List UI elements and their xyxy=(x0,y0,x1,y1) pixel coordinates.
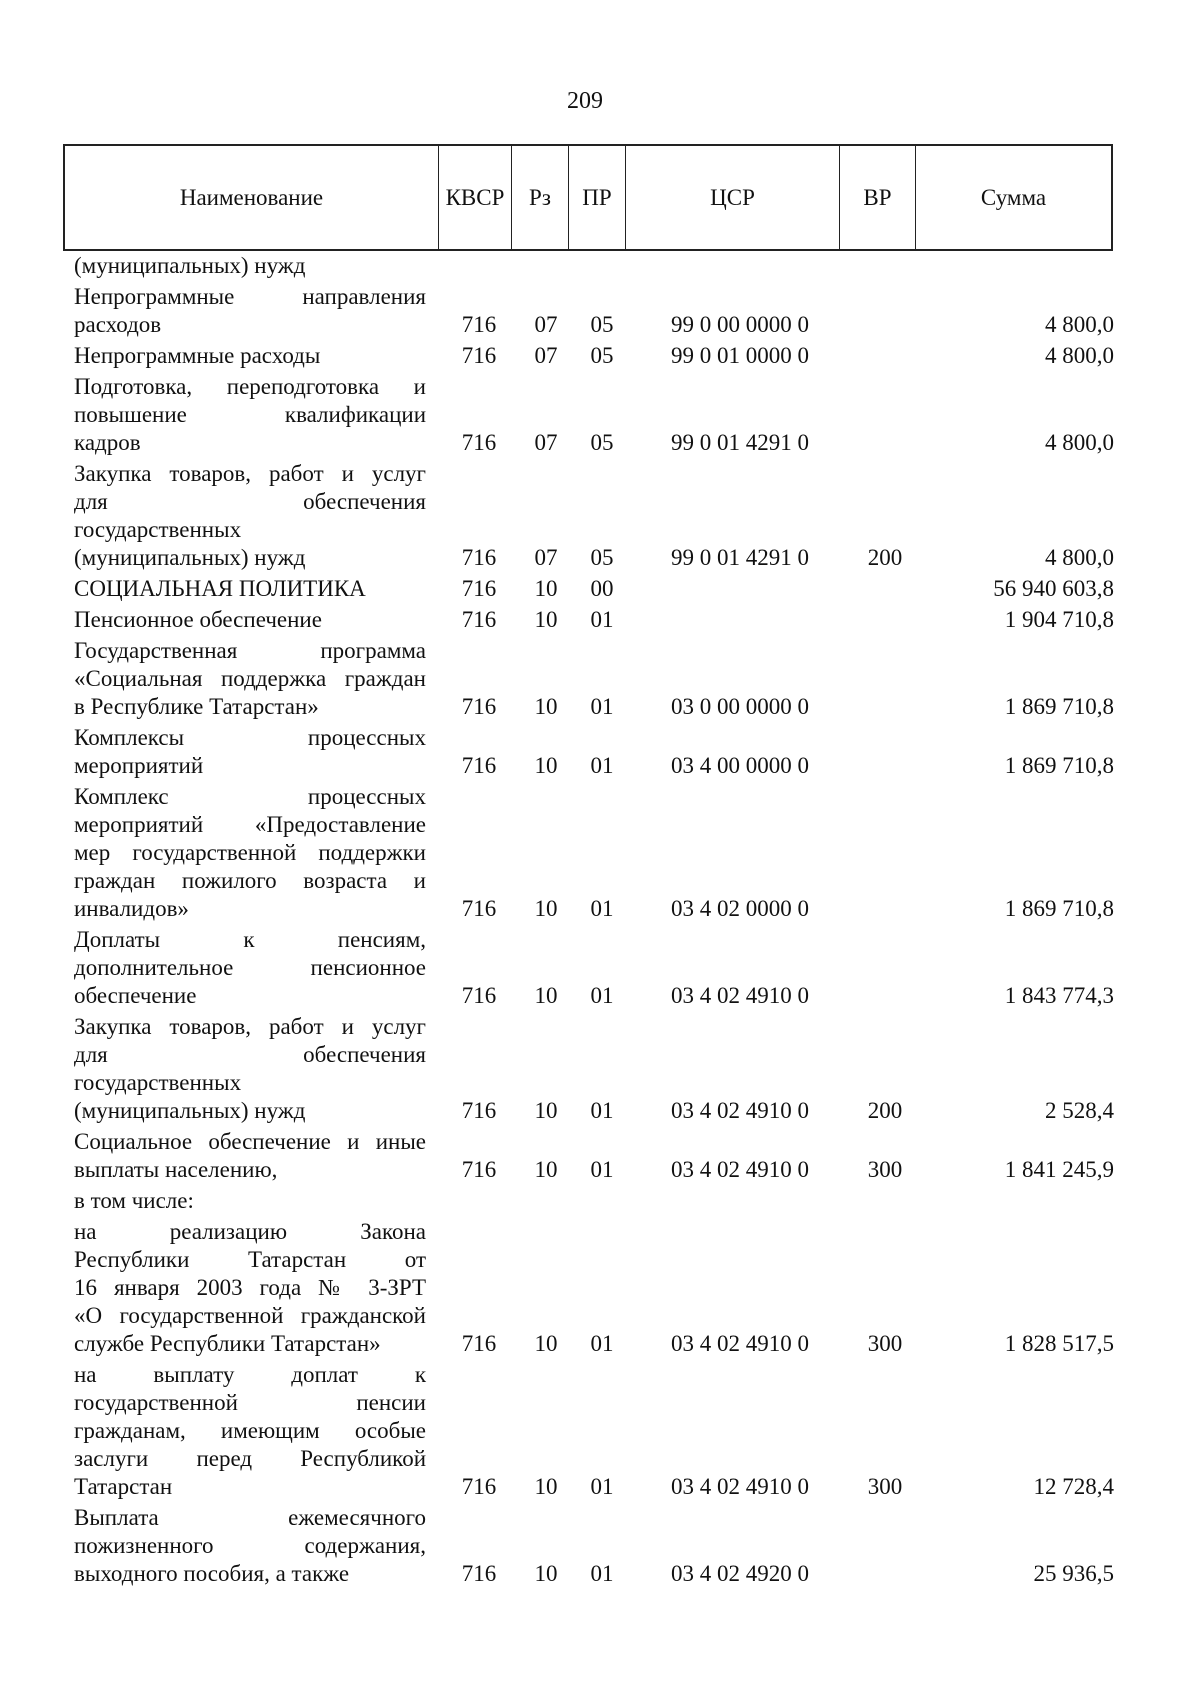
row-rz: 10 xyxy=(534,1157,558,1182)
row-name-line: Комплекс процессных xyxy=(74,784,426,809)
row-kvsr: 716 xyxy=(461,607,497,632)
row-name-line: гражданам, имеющим особые xyxy=(74,1418,426,1443)
row-rz: 07 xyxy=(534,430,558,455)
row-pr: 01 xyxy=(590,1561,614,1586)
row-sum: 4 800,0 xyxy=(1045,343,1114,368)
row-csr: 03 4 02 4910 0 xyxy=(671,1098,809,1123)
table-row xyxy=(74,637,1114,724)
row-name-line: выходного пособия, а также xyxy=(74,1561,350,1586)
row-vr: 300 xyxy=(867,1331,903,1356)
header-vr: ВР xyxy=(840,146,916,249)
row-name xyxy=(74,252,426,280)
row-name xyxy=(74,783,426,923)
row-name-line: обеспечение xyxy=(74,983,197,1008)
row-csr: 03 4 02 4910 0 xyxy=(671,1331,809,1356)
row-pr: 01 xyxy=(590,1157,614,1182)
row-name-line: (муниципальных) нужд xyxy=(74,1098,306,1123)
table-row xyxy=(74,1361,1114,1504)
header-name: Наименование xyxy=(65,146,439,249)
row-name-line: в том числе: xyxy=(74,1188,194,1213)
row-name xyxy=(74,1128,426,1184)
row-rz: 10 xyxy=(534,576,558,601)
table-row xyxy=(74,1013,1114,1128)
row-csr: 99 0 01 4291 0 xyxy=(671,430,809,455)
row-csr: 03 4 02 0000 0 xyxy=(671,896,809,921)
row-sum: 1 843 774,3 xyxy=(1004,983,1114,1008)
row-name-line: Закупка товаров, работ и услуг xyxy=(74,1014,426,1039)
row-name-line: Закупка товаров, работ и услуг xyxy=(74,461,426,486)
row-csr: 03 4 02 4910 0 xyxy=(671,983,809,1008)
row-pr: 01 xyxy=(590,1331,614,1356)
page-number: 209 xyxy=(567,88,603,114)
table-row xyxy=(74,1504,1114,1591)
row-name xyxy=(74,1504,426,1588)
row-vr: 200 xyxy=(867,1098,903,1123)
row-name-line: заслуги перед Республикой xyxy=(74,1446,426,1471)
row-sum: 1 869 710,8 xyxy=(1004,753,1114,778)
row-name-line: мер государственной поддержки xyxy=(74,840,426,865)
row-kvsr: 716 xyxy=(461,545,497,570)
row-kvsr: 716 xyxy=(461,694,497,719)
row-rz: 10 xyxy=(534,1474,558,1499)
header-rz: Рз xyxy=(512,146,569,249)
row-rz: 10 xyxy=(534,694,558,719)
row-vr: 200 xyxy=(867,545,903,570)
row-name-line: для обеспечения xyxy=(74,489,426,514)
row-name xyxy=(74,1013,426,1125)
row-name-line: кадров xyxy=(74,430,141,455)
row-pr: 01 xyxy=(590,1474,614,1499)
row-name-line: Непрограммные направления xyxy=(74,284,426,309)
header-csr: ЦСР xyxy=(626,146,840,249)
row-csr: 99 0 01 0000 0 xyxy=(671,343,809,368)
row-kvsr: 716 xyxy=(461,343,497,368)
row-name xyxy=(74,283,426,339)
row-rz: 10 xyxy=(534,983,558,1008)
row-name-line: Государственная программа xyxy=(74,638,426,663)
row-name-line: на реализацию Закона xyxy=(74,1219,426,1244)
row-name-line: на выплату доплат к xyxy=(74,1362,426,1387)
row-name-line: повышение квалификации xyxy=(74,402,426,427)
row-name-line: дополнительное пенсионное xyxy=(74,955,426,980)
row-csr: 99 0 00 0000 0 xyxy=(671,312,809,337)
row-pr: 01 xyxy=(590,1098,614,1123)
row-name-line: Пенсионное обеспечение xyxy=(74,607,322,632)
row-name-line: мероприятий xyxy=(74,753,204,778)
table-row xyxy=(74,283,1114,342)
row-rz: 10 xyxy=(534,896,558,921)
row-kvsr: 716 xyxy=(461,1157,497,1182)
row-pr: 05 xyxy=(590,343,614,368)
row-kvsr: 716 xyxy=(461,753,497,778)
row-name-line: пожизненного содержания, xyxy=(74,1533,426,1558)
table-row xyxy=(74,724,1114,783)
row-name-line: 16 января 2003 года № 3-ЗРТ xyxy=(74,1275,426,1300)
row-sum: 1 869 710,8 xyxy=(1004,694,1114,719)
table-row xyxy=(74,460,1114,575)
row-sum: 4 800,0 xyxy=(1045,430,1114,455)
row-name-line: «Социальная поддержка граждан xyxy=(74,666,426,691)
row-sum: 25 936,5 xyxy=(1033,1561,1114,1586)
row-rz: 07 xyxy=(534,312,558,337)
header-sum: Сумма xyxy=(980,184,1047,210)
row-pr: 01 xyxy=(590,896,614,921)
table-row xyxy=(74,342,1114,373)
row-name-line: выплаты населению, xyxy=(74,1157,278,1182)
row-kvsr: 716 xyxy=(461,312,497,337)
table-row xyxy=(74,606,1114,637)
table-body xyxy=(74,252,1114,1591)
row-kvsr: 716 xyxy=(461,1474,497,1499)
row-name-line: Выплата ежемесячного xyxy=(74,1505,426,1530)
row-name xyxy=(74,460,426,572)
header-pr: ПР xyxy=(569,146,626,249)
row-kvsr: 716 xyxy=(461,430,497,455)
row-name xyxy=(74,606,426,634)
row-name-line: службе Республики Татарстан» xyxy=(74,1331,381,1356)
row-pr: 01 xyxy=(590,983,614,1008)
row-pr: 01 xyxy=(590,694,614,719)
row-name xyxy=(74,1187,426,1215)
table-row xyxy=(74,1128,1114,1187)
table-row xyxy=(74,1218,1114,1361)
table-row xyxy=(74,252,1114,283)
table-row xyxy=(74,373,1114,460)
table-row xyxy=(74,926,1114,1013)
row-name xyxy=(74,1361,426,1501)
row-name xyxy=(74,575,426,603)
row-name-line: Непрограммные расходы xyxy=(74,343,321,368)
row-pr: 05 xyxy=(590,430,614,455)
row-name-line: Доплаты к пенсиям, xyxy=(74,927,426,952)
row-sum: 56 940 603,8 xyxy=(993,576,1114,601)
row-pr: 00 xyxy=(590,576,614,601)
row-name-line: для обеспечения xyxy=(74,1042,426,1067)
row-name-line: СОЦИАЛЬНАЯ ПОЛИТИКА xyxy=(74,576,366,601)
row-kvsr: 716 xyxy=(461,1561,497,1586)
table-header xyxy=(63,144,1113,251)
row-name-line: государственных xyxy=(74,517,242,542)
row-sum: 4 800,0 xyxy=(1045,545,1114,570)
row-rz: 07 xyxy=(534,343,558,368)
row-sum: 4 800,0 xyxy=(1045,312,1114,337)
row-name xyxy=(74,342,426,370)
row-name xyxy=(74,724,426,780)
row-pr: 05 xyxy=(590,545,614,570)
row-kvsr: 716 xyxy=(461,983,497,1008)
row-sum: 1 828 517,5 xyxy=(1004,1331,1114,1356)
table-row xyxy=(74,575,1114,606)
row-name-line: Татарстан xyxy=(74,1474,173,1499)
row-name-line: инвалидов» xyxy=(74,896,189,921)
row-rz: 10 xyxy=(534,1098,558,1123)
row-sum: 12 728,4 xyxy=(1033,1474,1114,1499)
row-name-line: государственной пенсии xyxy=(74,1390,426,1415)
row-rz: 10 xyxy=(534,607,558,632)
row-csr: 03 4 02 4920 0 xyxy=(671,1561,809,1586)
row-name-line: мероприятий «Предоставление xyxy=(74,812,426,837)
row-vr: 300 xyxy=(867,1157,903,1182)
header-kvsr: КВСР xyxy=(439,146,512,249)
row-sum: 1 869 710,8 xyxy=(1004,896,1114,921)
table-row xyxy=(74,783,1114,926)
row-pr: 05 xyxy=(590,312,614,337)
row-csr: 03 4 02 4910 0 xyxy=(671,1157,809,1182)
row-csr: 03 0 00 0000 0 xyxy=(671,694,809,719)
row-name xyxy=(74,373,426,457)
row-pr: 01 xyxy=(590,753,614,778)
row-rz: 10 xyxy=(534,1561,558,1586)
row-rz: 07 xyxy=(534,545,558,570)
row-name-line: граждан пожилого возраста и xyxy=(74,868,426,893)
row-name-line: Комплексы процессных xyxy=(74,725,426,750)
row-kvsr: 716 xyxy=(461,1331,497,1356)
row-csr: 99 0 01 4291 0 xyxy=(671,545,809,570)
row-name-line: «О государственной гражданской xyxy=(74,1303,426,1328)
row-name-line: Подготовка, переподготовка и xyxy=(74,374,426,399)
row-name-line: Социальное обеспечение и иные xyxy=(74,1129,426,1154)
row-name-line: расходов xyxy=(74,312,162,337)
row-vr: 300 xyxy=(867,1474,903,1499)
row-name xyxy=(74,1218,426,1358)
row-pr: 01 xyxy=(590,607,614,632)
row-rz: 10 xyxy=(534,1331,558,1356)
row-kvsr: 716 xyxy=(461,1098,497,1123)
row-kvsr: 716 xyxy=(461,576,497,601)
table-row xyxy=(74,1187,1114,1218)
row-name-line: (муниципальных) нужд xyxy=(74,545,306,570)
row-kvsr: 716 xyxy=(461,896,497,921)
row-csr: 03 4 00 0000 0 xyxy=(671,753,809,778)
row-name xyxy=(74,926,426,1010)
row-sum: 2 528,4 xyxy=(1045,1098,1114,1123)
row-csr: 03 4 02 4910 0 xyxy=(671,1474,809,1499)
row-name-line: государственных xyxy=(74,1070,242,1095)
row-name xyxy=(74,637,426,721)
row-name-line: Республики Татарстан от xyxy=(74,1247,426,1272)
row-rz: 10 xyxy=(534,753,558,778)
row-sum: 1 841 245,9 xyxy=(1004,1157,1114,1182)
row-name-line: (муниципальных) нужд xyxy=(74,253,306,278)
row-sum: 1 904 710,8 xyxy=(1004,607,1114,632)
row-name-line: в Республике Татарстан» xyxy=(74,694,319,719)
